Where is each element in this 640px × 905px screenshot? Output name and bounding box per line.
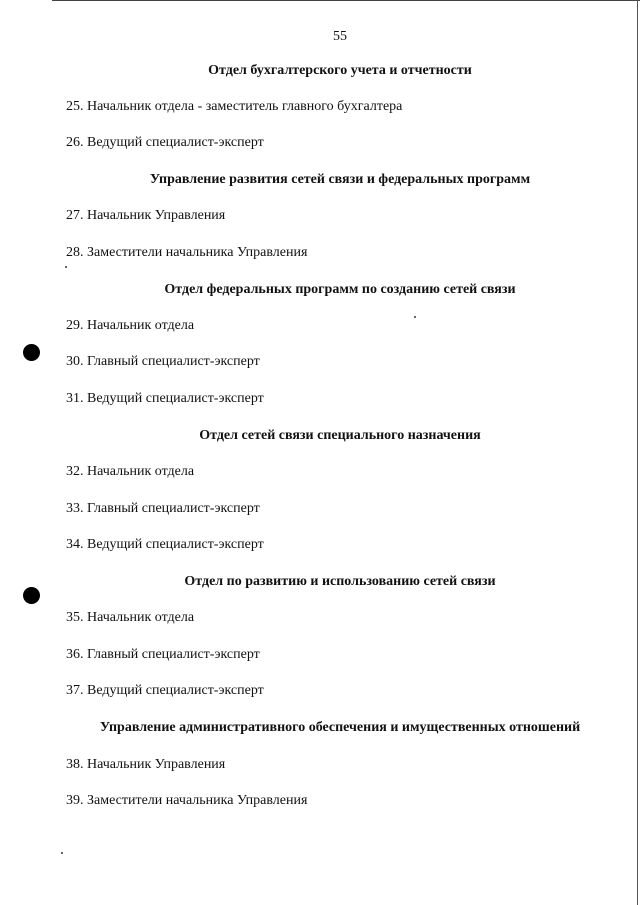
list-item: 25. Начальник отдела - заместитель главного бухгалтера xyxy=(66,99,403,114)
list-item: 30. Главный специалист-эксперт xyxy=(66,354,260,369)
list-item: 28. Заместители начальника Управления xyxy=(66,245,308,260)
page-number: 55 xyxy=(333,29,347,44)
scan-speck xyxy=(65,266,67,268)
list-item: 29. Начальник отдела xyxy=(66,318,195,333)
list-item: 27. Начальник Управления xyxy=(66,208,226,223)
scan-speck xyxy=(414,316,416,318)
list-item: 26. Ведущий специалист-эксперт xyxy=(66,135,264,150)
scan-edge-top xyxy=(52,0,640,1)
section-heading: Управление развития сетей связи и федеральных программ xyxy=(149,172,531,187)
scan-speck xyxy=(61,852,63,854)
section-heading: Отдел по развитию и использованию сетей связи xyxy=(184,574,496,589)
list-item: 37. Ведущий специалист-эксперт xyxy=(66,683,264,698)
list-item: 36. Главный специалист-эксперт xyxy=(66,647,260,662)
list-item: 32. Начальник отдела xyxy=(66,464,195,479)
list-item: 35. Начальник отдела xyxy=(66,610,195,625)
list-item: 39. Заместители начальника Управления xyxy=(66,793,308,808)
list-item: 34. Ведущий специалист-эксперт xyxy=(66,537,264,552)
section-heading: Отдел бухгалтерского учета и отчетности xyxy=(208,63,472,78)
scan-edge-right xyxy=(637,0,638,905)
punch-hole xyxy=(23,344,40,361)
section-heading: Управление административного обеспечения и имущественных отношений xyxy=(99,720,581,735)
section-heading: Отдел сетей связи специального назначения xyxy=(199,428,481,443)
section-heading: Отдел федеральных программ по созданию сетей связи xyxy=(164,282,516,297)
list-item: 33. Главный специалист-эксперт xyxy=(66,501,260,516)
list-item: 38. Начальник Управления xyxy=(66,757,226,772)
list-item: 31. Ведущий специалист-эксперт xyxy=(66,391,264,406)
